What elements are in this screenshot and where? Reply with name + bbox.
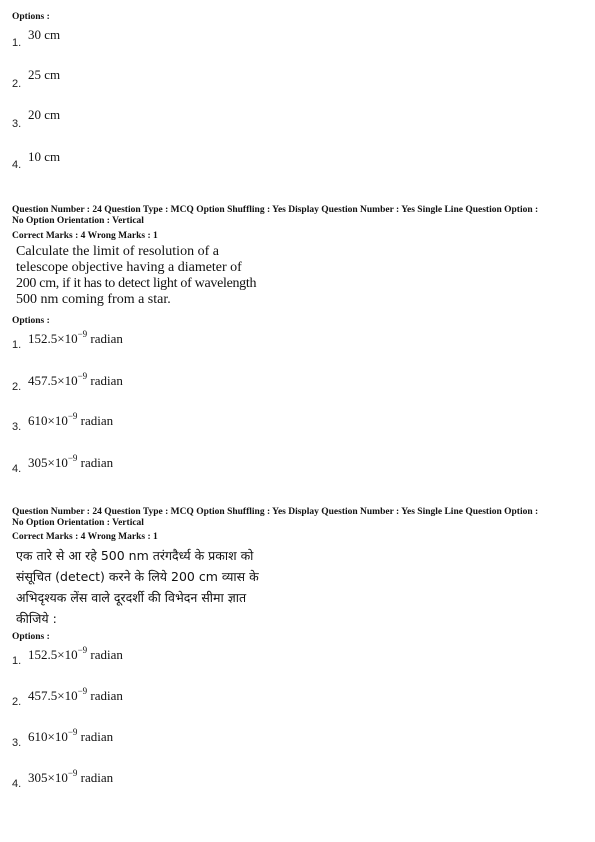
option-formula: $152.5\times 10^{-9}$ radian xyxy=(28,329,123,346)
marks-info: Correct Marks : 4 Wrong Marks : 1 xyxy=(12,532,158,542)
question-line: कीजिये : xyxy=(16,611,57,626)
question-line: telescope objective having a diameter of xyxy=(16,260,242,275)
question-line: 200 cm, if it has to detect light of wavelength xyxy=(16,276,257,291)
option-formula: $152.5\times 10^{-9}$ radian xyxy=(28,645,123,662)
options-label: Options : xyxy=(12,632,50,642)
option-formula: $457.5\times 10^{-9}$ radian xyxy=(28,371,123,388)
option-text: 10 cm xyxy=(28,149,61,164)
option-text: 20 cm xyxy=(28,107,61,122)
marks-info: Correct Marks : 4 Wrong Marks : 1 xyxy=(12,231,158,241)
option-formula: $610\times 10^{-9}$ radian xyxy=(28,411,114,428)
option-number: 2. xyxy=(12,78,22,90)
question-meta-line: No Option Orientation : Vertical xyxy=(12,518,144,528)
question-meta xyxy=(12,205,587,227)
option-number: 4. xyxy=(12,778,22,790)
question-meta-line: Question Number : 24 Question Type : MCQ Option Shuffling : Yes Display Question Number : Yes Single Line Question Option : xyxy=(12,507,539,517)
options-label: Options : xyxy=(12,316,50,326)
option-number: 1. xyxy=(12,37,22,49)
question-text xyxy=(16,244,276,308)
option-text: 25 cm xyxy=(28,67,61,82)
question-text xyxy=(16,545,296,629)
options-label: Options : xyxy=(12,12,50,22)
question-meta-line: No Option Orientation : Vertical xyxy=(12,216,144,226)
option-text: 30 cm xyxy=(28,27,61,42)
option-formula: $305\times 10^{-9}$ radian xyxy=(28,768,114,785)
question-line: संसूचित (detect) करने के लिये 200 cm व्यास के xyxy=(16,569,259,584)
option-number: 2. xyxy=(12,381,22,393)
option-number: 3. xyxy=(12,737,22,749)
option-number: 4. xyxy=(12,463,22,475)
option-number: 3. xyxy=(12,421,22,433)
option-number: 4. xyxy=(12,159,22,171)
option-number: 2. xyxy=(12,696,22,708)
question-meta-line: Question Number : 24 Question Type : MCQ Option Shuffling : Yes Display Question Number : Yes Single Line Question Option : xyxy=(12,205,539,215)
question-line: 500 nm coming from a star. xyxy=(16,292,171,307)
option-number: 3. xyxy=(12,118,22,130)
option-number: 1. xyxy=(12,655,22,667)
option-formula: $457.5\times 10^{-9}$ radian xyxy=(28,686,123,703)
question-line: अभिदृश्यक लेंस वाले दूरदर्शी की विभेदन सीमा ज्ञात xyxy=(16,590,247,605)
option-number: 1. xyxy=(12,339,22,351)
option-formula: $610\times 10^{-9}$ radian xyxy=(28,727,114,744)
question-line: एक तारे से आ रहे 500 nm तरंगदैर्ध्य के प्रकाश को xyxy=(16,548,254,563)
option-formula: $305\times 10^{-9}$ radian xyxy=(28,453,114,470)
question-line: Calculate the limit of resolution of a xyxy=(16,244,219,259)
question-meta xyxy=(12,507,587,529)
